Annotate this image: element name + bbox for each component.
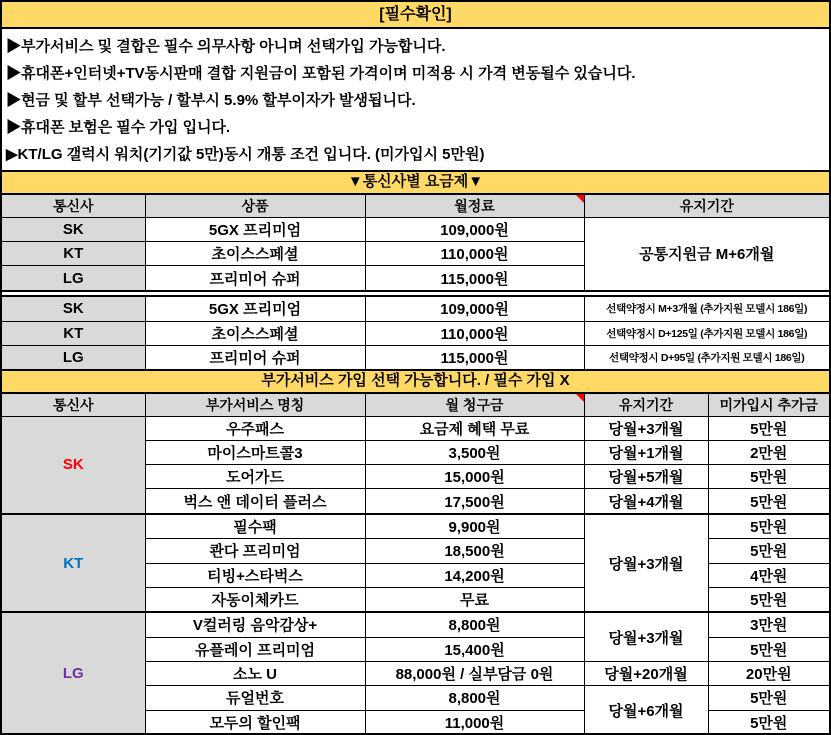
product-cell: 프리미어 슈퍼 [145,345,365,369]
comment-marker-icon [576,394,584,402]
column-header-monthly-charge-label: 월 청구금 [445,396,504,413]
period-cell: 선택약정시 D+125일 (추가지원 모델시 186일) [584,321,829,345]
column-header-monthly-charge [365,394,584,416]
column-header-product: 상품 [145,195,365,217]
column-header-monthly-fee [365,195,584,217]
period-merged-cell: 당월+3개월 [584,514,708,612]
addon-name-cell: 듀얼번호 [145,686,365,710]
extra-fee-cell: 5만원 [708,489,829,514]
addon-name-cell: 모두의 할인팩 [145,710,365,734]
column-header-addon-name: 부가서비스 명칭 [145,394,365,416]
table-row [2,514,829,539]
period-cell: 당월+20개월 [584,661,708,685]
addon-name-cell: 우주패스 [145,416,365,440]
note-line: ▶KT/LG 갤럭시 워치(기기값 5만)동시 개통 조건 입니다. (미가입시 5만원) [6,146,485,163]
extra-fee-cell: 5만원 [708,587,829,612]
select-contract-table [2,297,829,369]
extra-fee-cell: 5만원 [708,465,829,489]
column-header-extra-fee: 미가입시 추가금 [708,394,829,416]
fee-cell: 109,000원 [365,217,584,241]
addon-name-cell: 도어가드 [145,465,365,489]
product-cell: 5GX 프리미엄 [145,217,365,241]
carrier-group-cell-lg: LG [2,612,145,734]
addon-name-cell: 마이스마트콜3 [145,440,365,464]
sheet-title: [필수확인] [2,2,829,29]
charge-cell: 8,800원 [365,612,584,637]
extra-fee-cell: 5만원 [708,637,829,661]
charge-cell: 8,800원 [365,686,584,710]
charge-cell: 3,500원 [365,440,584,464]
charge-cell: 무료 [365,587,584,612]
column-header-carrier: 통신사 [2,195,145,217]
period-merged-cell: 당월+3개월 [584,612,708,661]
table-row [2,321,829,345]
product-cell: 프리미어 슈퍼 [145,266,365,290]
carrier-cell: LG [2,345,145,369]
charge-cell: 18,500원 [365,539,584,563]
fee-cell: 115,000원 [365,266,584,290]
note-line: ▶현금 및 할부 선택가능 / 할부시 5.9% 할부이자가 발생됩니다. [6,92,416,109]
product-cell: 초이스스페셜 [145,241,365,265]
plan-table-header-row [2,195,829,217]
column-header-period: 유지기간 [584,394,708,416]
product-cell: 초이스스페셜 [145,321,365,345]
note-line: ▶휴대폰 보험은 필수 가입 입니다. [6,119,231,136]
addon-name-cell: 티빙+스타벅스 [145,563,365,587]
extra-fee-cell: 5만원 [708,416,829,440]
extra-fee-cell: 20만원 [708,661,829,685]
product-cell: 5GX 프리미엄 [145,297,365,321]
period-cell: 선택약정시 M+3개월 (추가지원 모델시 186일) [584,297,829,321]
addon-name-cell: 콴다 프리미엄 [145,539,365,563]
table-row [2,612,829,637]
carrier-cell: KT [2,241,145,265]
addon-table-header-row [2,394,829,416]
plan-section-band: ▼통신사별 요금제▼ [2,170,829,195]
period-merged-cell: 당월+6개월 [584,686,708,734]
notes-section [2,29,829,170]
table-row [2,345,829,369]
charge-cell: 17,500원 [365,489,584,514]
addon-section-band: 부가서비스 가입 선택 가능합니다. / 필수 가입 X [2,369,829,394]
fee-cell: 115,000원 [365,345,584,369]
period-cell: 당월+3개월 [584,416,708,440]
carrier-group-cell-kt: KT [2,514,145,612]
plan-table [2,195,829,290]
addon-name-cell: 유플레이 프리미엄 [145,637,365,661]
note-line: ▶부가서비스 및 결합은 필수 의무사항 아니며 선택가입 가능합니다. [6,38,446,55]
addon-name-cell: 소노 U [145,661,365,685]
charge-cell: 15,400원 [365,637,584,661]
extra-fee-cell: 5만원 [708,686,829,710]
period-cell: 당월+4개월 [584,489,708,514]
fee-cell: 110,000원 [365,321,584,345]
extra-fee-cell: 2만원 [708,440,829,464]
addon-name-cell: 벅스 앤 데이터 플러스 [145,489,365,514]
charge-cell: 88,000원 / 실부담금 0원 [365,661,584,685]
charge-cell: 15,000원 [365,465,584,489]
addon-table [2,394,829,734]
carrier-cell: LG [2,266,145,290]
charge-cell: 9,900원 [365,514,584,539]
addon-name-cell: V컬러링 음악감상+ [145,612,365,637]
extra-fee-cell: 3만원 [708,612,829,637]
period-cell: 선택약정시 D+95일 (추가지원 모델시 186일) [584,345,829,369]
carrier-cell: SK [2,297,145,321]
fee-cell: 109,000원 [365,297,584,321]
column-header-carrier: 통신사 [2,394,145,416]
table-row [2,297,829,321]
note-line: ▶휴대폰+인터넷+TV동시판매 결합 지원금이 포함된 가격이며 미적용 시 가격 변동될수 있습니다. [6,65,636,82]
column-header-period: 유지기간 [584,195,829,217]
extra-fee-cell: 4만원 [708,563,829,587]
addon-name-cell: 필수팩 [145,514,365,539]
column-header-monthly-fee-label: 월정료 [454,197,495,214]
carrier-group-cell-sk: SK [2,416,145,514]
period-cell: 당월+1개월 [584,440,708,464]
carrier-cell: KT [2,321,145,345]
extra-fee-cell: 5만원 [708,710,829,734]
common-period-cell: 공통지원금 M+6개월 [584,217,829,290]
fee-cell: 110,000원 [365,241,584,265]
comment-marker-icon [576,195,584,203]
period-cell: 당월+5개월 [584,465,708,489]
charge-cell: 11,000원 [365,710,584,734]
table-row [2,416,829,440]
extra-fee-cell: 5만원 [708,514,829,539]
charge-cell: 14,200원 [365,563,584,587]
extra-fee-cell: 5만원 [708,539,829,563]
charge-cell: 요금제 혜택 무료 [365,416,584,440]
addon-name-cell: 자동이체카드 [145,587,365,612]
section-divider [2,290,829,297]
carrier-cell: SK [2,217,145,241]
table-row [2,217,829,241]
